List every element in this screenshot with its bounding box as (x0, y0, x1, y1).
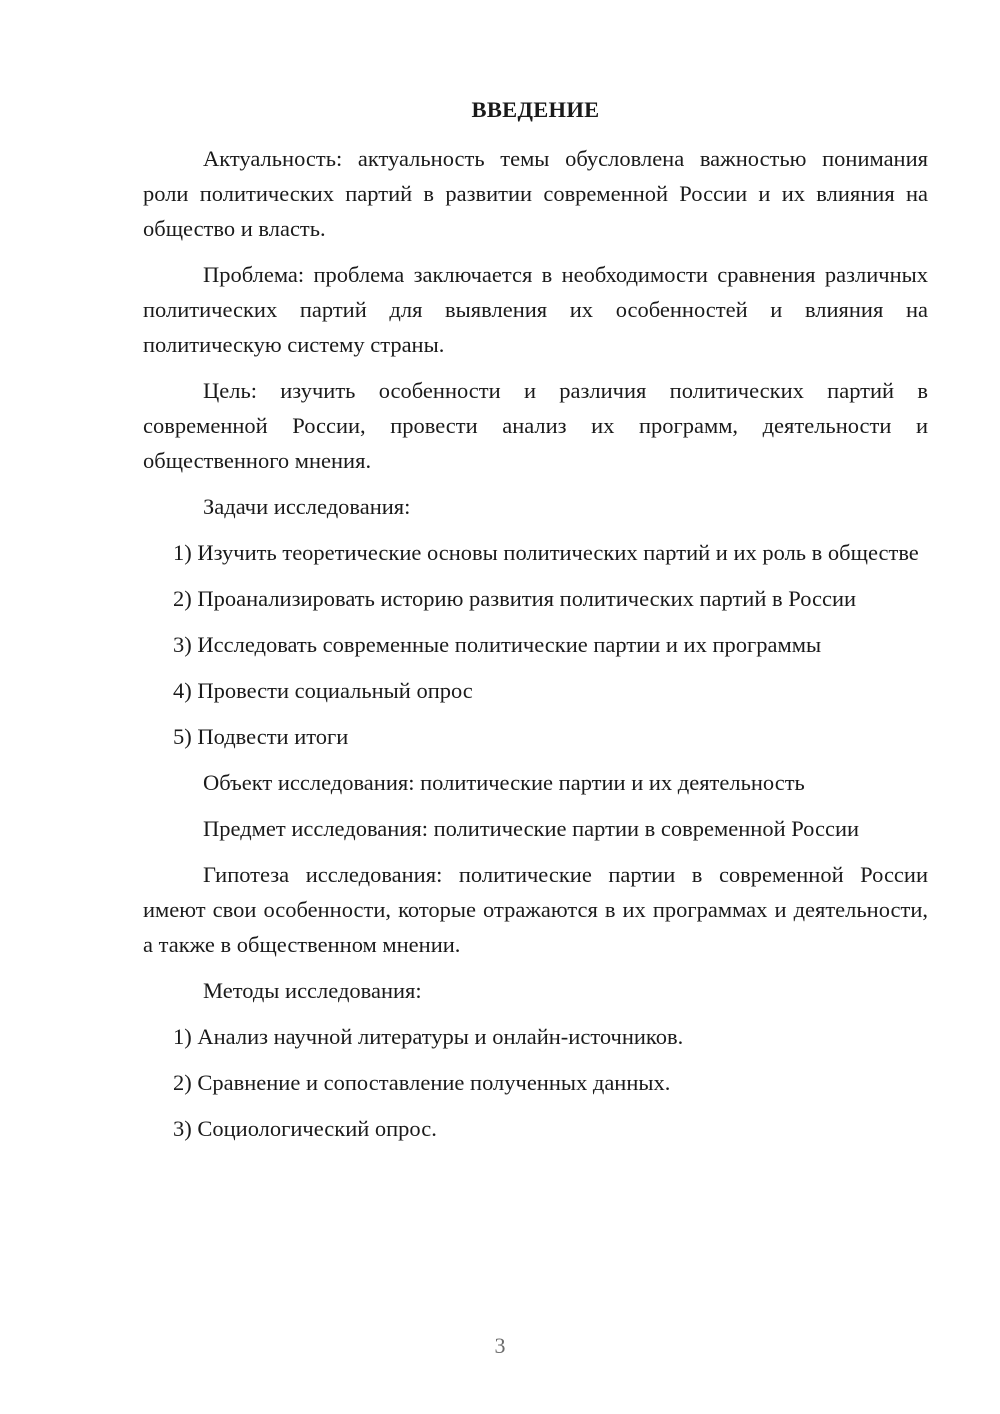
goal-paragraph: Цель: изучить особенности и различия политических партий в современной России, провести анализ их программ, деятельности и общественного мнения. (143, 378, 928, 473)
problem-paragraph: Проблема: проблема заключается в необходимости сравнения различных политических партий для выявления их особенностей и влияния на политическую систему страны. (143, 262, 928, 357)
page-number: 3 (494, 1333, 506, 1358)
object-line: Объект исследования: политические партии и их деятельность (203, 770, 805, 795)
task-item: 5) Подвести итоги (173, 724, 349, 749)
task-item: 2) Проанализировать историю развития политических партий в России (173, 586, 857, 611)
task-item: 4) Провести социальный опрос (173, 678, 473, 703)
method-item: 2) Сравнение и сопоставление полученных данных. (173, 1070, 671, 1095)
tasks-label: Задачи исследования: (203, 494, 411, 519)
document-page (143, 95, 928, 1157)
methods-list (143, 1019, 928, 1146)
subject-line: Предмет исследования: политические партии в современной России (203, 816, 860, 841)
methods-label: Методы исследования: (203, 978, 422, 1003)
method-item: 1) Анализ научной литературы и онлайн-источников. (173, 1024, 684, 1049)
task-item: 1) Изучить теоретические основы политических партий и их роль в обществе (173, 540, 919, 565)
task-item: 3) Исследовать современные политические партии и их программы (173, 632, 822, 657)
tasks-list (143, 535, 928, 754)
document-title: ВВЕДЕНИЕ (471, 97, 600, 122)
method-item: 3) Социологический опрос. (173, 1116, 437, 1141)
relevance-paragraph: Актуальность: актуальность темы обусловлена важностью понимания роли политических партий в развитии современной России и их влияния на общество и власть. (143, 146, 928, 241)
hypothesis-paragraph: Гипотеза исследования: политические партии в современной России имеют свои особенности, которые отражаются в их программах и деятельности, а также в общественном мнении. (143, 862, 928, 957)
